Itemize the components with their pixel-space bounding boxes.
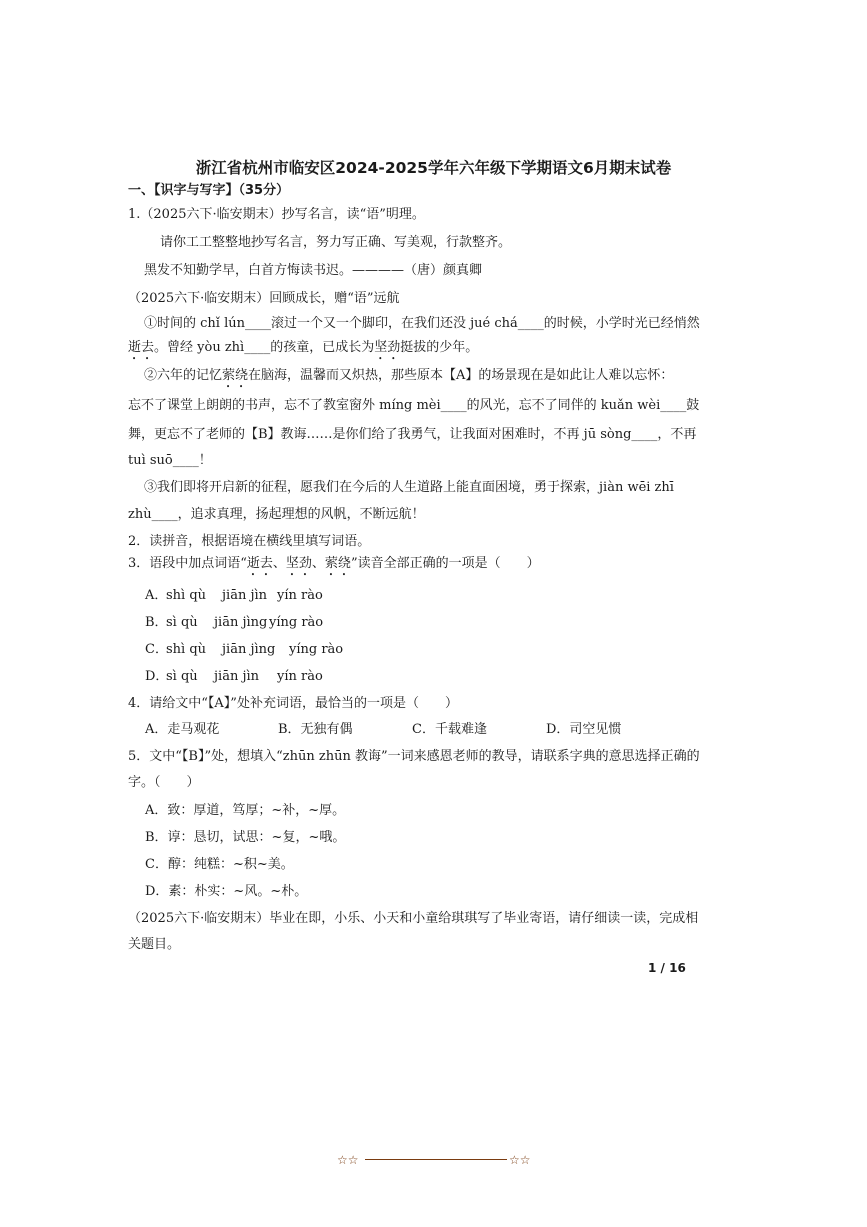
dotted-word: 逝去、坚劲、萦绕 <box>246 556 351 571</box>
q3-option-a-label: A． <box>145 588 168 603</box>
footer-rule <box>365 1159 507 1160</box>
question-5-line-2: 字。（ ） <box>128 775 200 790</box>
passage-paragraph-2-line-2: 忘不了课堂上朗朗的书声，忘不了教室窗外 míng mèi____的风光，忘不了同伴的 kuǎn wèi____鼓 <box>128 398 700 413</box>
q5-option-b: B．谆：恳切，试思：~复，~哦。 <box>145 830 346 845</box>
q4-option-a: A．走马观花 <box>145 722 220 737</box>
q3-option-c-3: yíng rào <box>289 642 344 657</box>
question-5-line-1: 5．文中“【B】”处，想填入“zhūn zhūn 教诲”一词来感恩老师的教导，请联系字典的意思选择正确的 <box>128 749 700 764</box>
question-1-instruction: 请你工工整整地抄写名言，努力写正确、写美观，行款整齐。 <box>160 235 512 250</box>
q4-option-d: D．司空见惯 <box>546 722 622 737</box>
question-2: 2．读拼音，根据语境在横线里填写词语。 <box>128 534 371 549</box>
passage-text: ②六年的记忆 <box>144 368 223 383</box>
section-heading: 一、【识字与写字】（35分） <box>128 183 290 198</box>
q3-option-a-1: shì qù <box>166 588 207 603</box>
question-1-quote: 黑发不知勤学早，白首方悔读书迟。————（唐）颜真卿 <box>144 263 483 278</box>
q3-option-b-2: jiān jìng <box>214 615 268 630</box>
q3-option-b-3: yíng rào <box>269 615 324 630</box>
document-title: 浙江省杭州市临安区2024-2025学年六年级下学期语文6月期末试卷 <box>195 159 672 177</box>
passage-paragraph-2-line-1 <box>144 368 673 391</box>
question-text: ”读音全部正确的一项是（ ） <box>350 556 540 571</box>
question-text: 3．语段中加点词语“ <box>128 556 247 571</box>
page-number: 1 / 16 <box>648 961 686 975</box>
q3-option-c-2: jiān jìng <box>222 642 276 657</box>
passage-paragraph-3-line-1: ③我们即将开启新的征程，愿我们在今后的人生道路上能直面困境，勇于探索，jiàn wēi zhī <box>144 480 674 495</box>
star-icon: ☆☆ <box>337 1153 359 1167</box>
q5-option-d: D．素：朴实：~风。~朴。 <box>145 884 308 899</box>
q5-option-c: C．醇：纯糕：~积~美。 <box>145 857 294 872</box>
passage-paragraph-1-line-1: ①时间的 chǐ lún____滚过一个又一个脚印，在我们还没 jué chá____的时候，小学时光已经悄然 <box>144 316 700 331</box>
q3-option-c-1: shì qù <box>166 642 207 657</box>
q3-option-d-2: jiān jìn <box>214 669 260 684</box>
passage-text: 在脑海，温馨而又炽热，那些原本【A】的场景现在是如此让人难以忘怀： <box>248 368 674 383</box>
q3-option-a-2: jiān jìn <box>222 588 268 603</box>
question-4: 4．请给文中“【A】”处补充词语，最恰当的一项是（ ） <box>128 696 458 711</box>
question-6-line-2: 关题目。 <box>128 937 181 952</box>
q3-option-b-label: B． <box>145 615 168 630</box>
question-3 <box>128 556 540 579</box>
passage-paragraph-3-line-2: zhù____，追求真理，扬起理想的风帆，不断远航！ <box>128 507 425 522</box>
q4-option-c: C．千载难逢 <box>412 722 487 737</box>
passage-paragraph-1-line-2 <box>128 340 478 363</box>
dotted-word: 坚劲 <box>374 340 401 355</box>
passage-text: 。曾经 yòu zhì____的孩童，已成长为 <box>154 340 375 355</box>
q5-option-a: A．致：厚道，笃厚；~补，~厚。 <box>145 803 346 818</box>
dotted-word: 萦绕 <box>222 368 249 383</box>
question-1: 1.（2025六下·临安期末）抄写名言，读“语”明理。 <box>128 207 425 222</box>
passage-text: 挺拔的少年。 <box>400 340 479 355</box>
q4-option-b: B．无独有偶 <box>278 722 353 737</box>
question-6-line-1: （2025六下·临安期末）毕业在即，小乐、小天和小童给琪琪写了毕业寄语，请仔细读一读，完成相 <box>128 911 699 926</box>
q3-option-b-1: sì qù <box>166 615 198 630</box>
footer-ornament <box>337 1150 533 1170</box>
q3-option-d-1: sì qù <box>166 669 198 684</box>
q3-option-c-label: C． <box>145 642 168 657</box>
passage-paragraph-2-line-3: 舞，更忘不了老师的【B】教诲……是你们给了我勇气，让我面对困难时，不再 jū sòng____，不再 <box>128 427 697 442</box>
passage-paragraph-2-line-4: tuì suō____！ <box>128 453 212 468</box>
q3-option-a-3: yín rào <box>277 588 323 603</box>
star-icon: ☆☆ <box>509 1153 531 1167</box>
q3-option-d-label: D． <box>145 669 169 684</box>
passage-intro: （2025六下·临安期末）回顾成长，赠“语”远航 <box>128 291 400 306</box>
dotted-word: 逝去 <box>128 340 155 355</box>
q3-option-d-3: yín rào <box>277 669 323 684</box>
